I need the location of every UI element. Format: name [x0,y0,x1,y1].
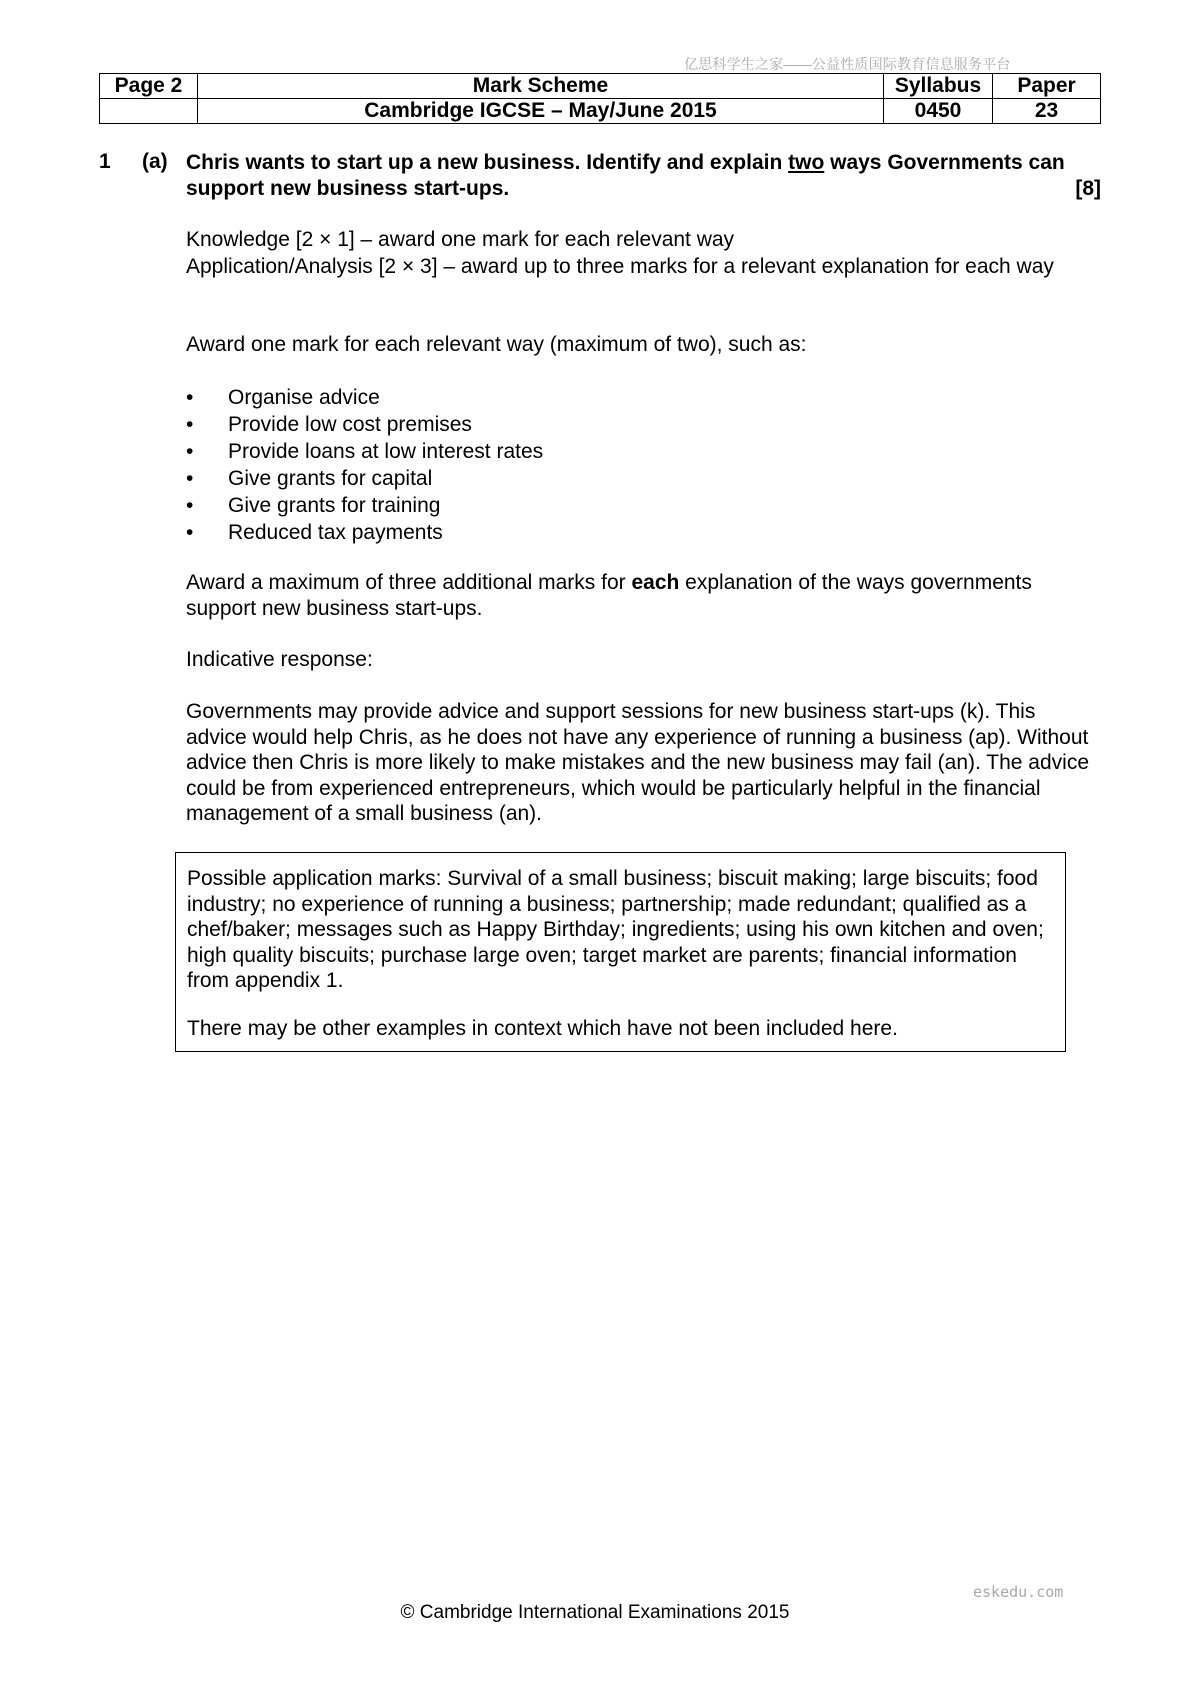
header-page: Page 2 [100,74,198,99]
way-text: Provide loans at low interest rates [228,440,544,463]
header-table [99,73,1101,124]
question-part: (a) [142,150,168,173]
question-text-before: Chris wants to start up a new business. Identify and explain [186,151,789,174]
list-item [186,492,543,519]
other-examples-text: There may be other examples in context which have not been included here. [187,1017,898,1040]
header-paper: 23 [993,99,1101,124]
question-text [186,150,1101,202]
bullet: • [186,440,194,463]
ways-list [186,384,543,546]
header-exam: Cambridge IGCSE – May/June 2015 [198,99,884,124]
question-text-underlined: two [788,151,825,174]
award-additional-before: Award a maximum of three additional marks for [186,571,632,594]
way-text: Give grants for training [228,494,441,517]
way-text: Provide low cost premises [228,413,472,436]
list-item [186,384,543,411]
header-mark-scheme: Mark Scheme [198,74,884,99]
bullet: • [186,413,194,436]
application-marks-text: Possible application marks: Survival of a small business; biscuit making; large biscuits; food industry; no experience of running a business; partnership; made redundant; qualified as a chef/baker; messages such as Happy Birthday; ingredients; using his own kitchen and oven; high quality biscuits; purchase large oven; target market are parents; financial information from appendix 1. [187,867,1044,992]
header-syllabus: 0450 [884,99,993,124]
award-additional-after: explanation of the ways governments support new business start-ups. [186,571,1032,620]
award-intro: Award one mark for each relevant way (maximum of two), such as: [186,333,807,356]
bullet: • [186,386,194,409]
indicative-label: Indicative response: [186,648,373,671]
footer-text: © Cambridge International Examinations 2015 [400,1602,790,1623]
way-text: Give grants for capital [228,467,433,490]
question-marks: [8] [1075,177,1101,200]
indicative-text: Governments may provide advice and support sessions for new business start-ups (k). This advice would help Chris, as he does not have any experience of running a business (ap). Without advice then Chris is more likely to make mistakes and the new business may fail (an). The advice could be from experienced entrepreneurs, which would be particularly helpful in the financial management of a small business (an). [186,700,1090,825]
watermark-bottom: eskedu.com [973,1583,1064,1601]
question-number: 1 [99,150,111,173]
bullet: • [186,521,194,544]
list-item [186,438,543,465]
application-marks-box [175,852,1066,1052]
list-item [186,465,543,492]
header-paper-label: Paper [993,74,1101,99]
header-syllabus-label: Syllabus [884,74,993,99]
question-text-after: ways Governments can support new business start-ups. [186,151,1065,200]
award-additional [186,570,1091,622]
bullet: • [186,467,194,490]
knowledge-line: Knowledge [2 × 1] – award one mark for each relevant way [186,228,735,251]
list-item [186,519,543,546]
list-item [186,411,543,438]
watermark-top: 亿思科学生之家——公益性质国际教育信息服务平台 [684,56,1011,72]
header-empty-cell [100,99,198,124]
bullet: • [186,494,194,517]
application-line: Application/Analysis [2 × 3] – award up to three marks for a relevant explanation for each way [186,255,1054,278]
way-text: Organise advice [228,386,380,409]
footer [0,1602,1190,1624]
way-text: Reduced tax payments [228,521,443,544]
award-additional-bold: each [631,571,680,594]
